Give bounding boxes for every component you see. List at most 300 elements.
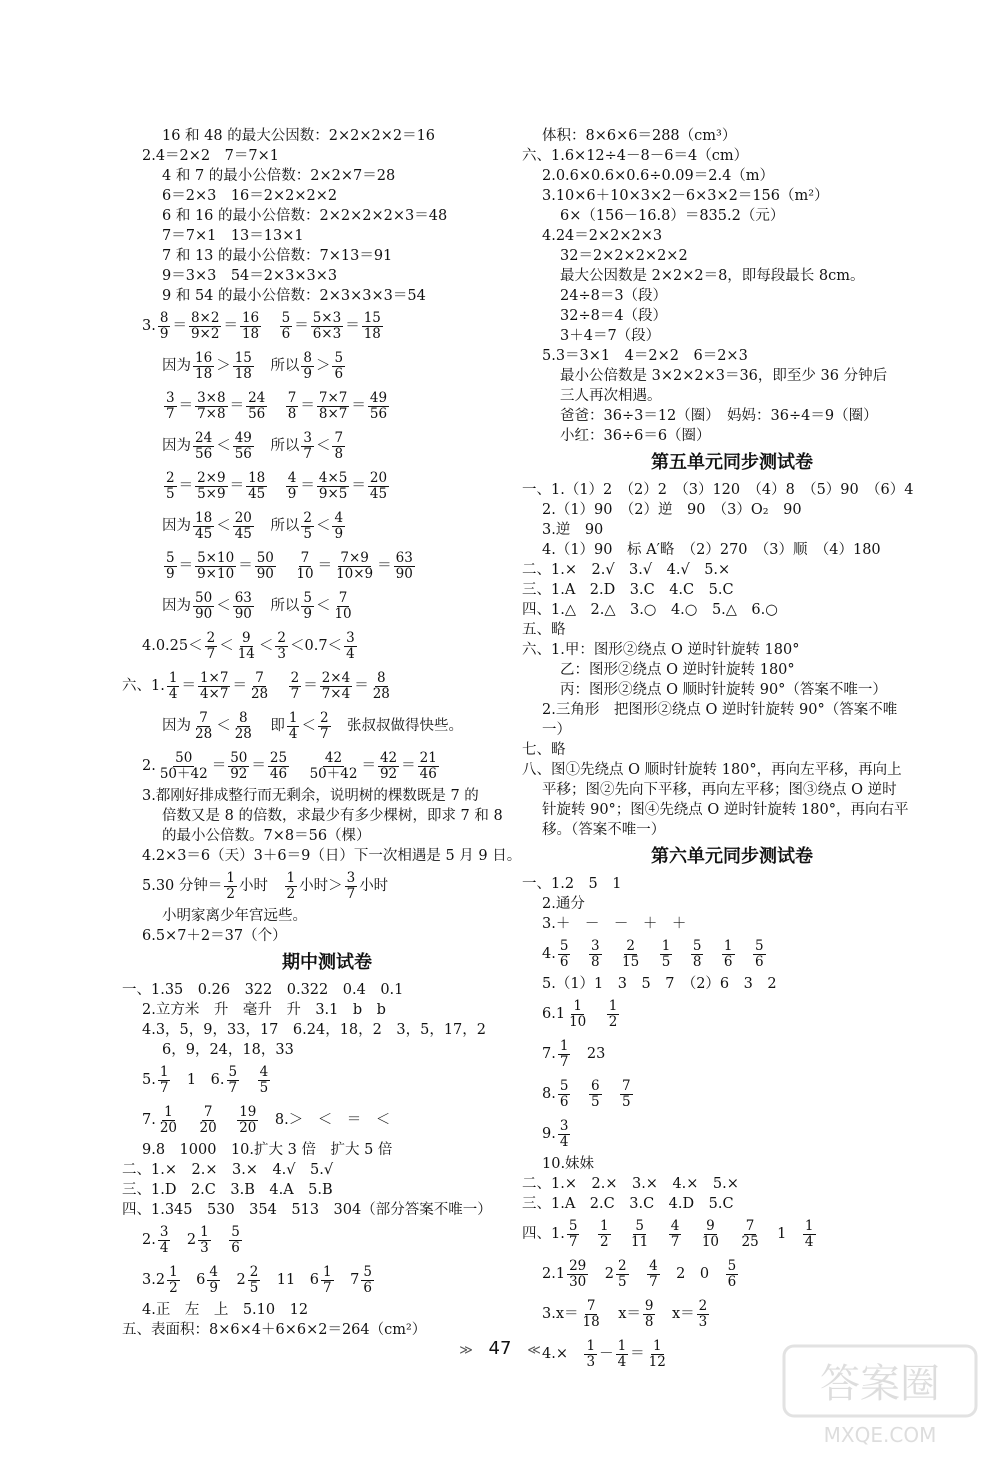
- answer-line: 三人再次相遇。: [560, 388, 662, 404]
- text-fragment: 张叔叔做得快些。: [332, 718, 464, 734]
- answer-line: 七、略: [522, 742, 566, 758]
- fraction: [193, 351, 214, 382]
- answer-line: [142, 466, 512, 506]
- answer-line: 最小公倍数是 3×2×2×3＝36，即至少 36 分钟后: [560, 368, 888, 384]
- fraction-denominator: 15: [622, 953, 640, 970]
- text-fragment: [683, 1226, 698, 1242]
- fraction: [228, 751, 249, 782]
- text-fragment: ＝: [172, 318, 187, 334]
- fraction: [589, 1079, 602, 1110]
- text-fragment: [272, 678, 287, 694]
- text-fragment: 所以: [255, 518, 300, 534]
- fraction: [697, 1299, 710, 1330]
- answer-line: 四、1.345 530 354 513 304（部分答案不唯一）: [122, 1202, 492, 1218]
- fraction-denominator: 45: [248, 485, 266, 502]
- fraction-denominator: 46: [419, 765, 437, 782]
- fraction: [620, 939, 641, 970]
- text-fragment: ＝: [351, 398, 366, 414]
- text-fragment: [613, 1226, 628, 1242]
- fraction-denominator: 9×2: [190, 325, 220, 342]
- answer-line: 24÷8＝3（段）: [560, 288, 668, 304]
- text-fragment: ＝: [229, 478, 245, 494]
- answer-line: 最大公因数是 2×2×2＝8，即每段最长 8cm。: [560, 268, 865, 284]
- fraction-denominator: 30: [569, 1273, 587, 1290]
- fraction: [317, 391, 350, 422]
- fraction-numerator: 1: [288, 709, 298, 726]
- footer-arrow-left: ≫: [459, 1343, 473, 1358]
- fraction-numerator: 1: [652, 1337, 662, 1354]
- text-fragment: ＝: [178, 398, 194, 414]
- fraction: [258, 1065, 271, 1096]
- fraction-denominator: 14: [237, 645, 255, 662]
- fraction: [158, 1065, 171, 1096]
- fraction-denominator: 8: [644, 1313, 654, 1330]
- text-fragment: 2.1: [542, 1266, 566, 1282]
- fraction: [268, 751, 289, 782]
- fraction: [558, 1079, 571, 1110]
- fraction: [301, 511, 314, 542]
- answer-line: 3.10×6＋10×3×2－6×3×2＝156（m²）: [542, 188, 829, 204]
- fraction-denominator: 9: [159, 325, 169, 342]
- fraction-numerator: 2: [626, 937, 635, 954]
- answer-line: 9＝3×3 54＝2×3×3×3: [162, 268, 338, 284]
- text-fragment: 2: [590, 1266, 614, 1282]
- text-fragment: 23: [572, 1046, 606, 1062]
- answer-line: 针旋转 90°；图④先绕点 O 逆时针旋转 180°，再向右平: [542, 802, 909, 818]
- fraction-numerator: 7: [287, 389, 297, 406]
- fraction-denominator: 7: [568, 1233, 578, 1250]
- fraction-denominator: 7: [649, 1273, 658, 1290]
- fraction-denominator: 2: [226, 885, 235, 902]
- fraction: [581, 1299, 602, 1330]
- fraction: [195, 391, 228, 422]
- fraction: [255, 551, 276, 582]
- section-heading: 第六单元同步测试卷: [651, 846, 813, 867]
- fraction-numerator: 1: [608, 997, 618, 1014]
- fraction: [167, 1265, 180, 1296]
- fraction-numerator: 2: [698, 1297, 708, 1314]
- answer-line: 6 和 16 的最小公倍数：2×2×2×2×3＝48: [162, 208, 448, 224]
- fraction: [567, 999, 588, 1030]
- answer-line: [142, 866, 512, 906]
- answer-line: 2.4＝2×2 7＝7×1: [142, 148, 279, 164]
- fraction-numerator: 20: [234, 509, 252, 526]
- text-fragment: 4.: [542, 946, 556, 962]
- fraction-numerator: 16: [195, 349, 213, 366]
- fraction-denominator: 7: [159, 1079, 169, 1096]
- fraction-denominator: 5: [617, 1273, 627, 1290]
- fraction-denominator: 2: [286, 885, 296, 902]
- fraction-denominator: 9: [287, 485, 297, 502]
- fraction-denominator: 6: [723, 953, 733, 970]
- text-fragment: ＝: [238, 558, 253, 574]
- fraction-denominator: 56: [248, 405, 266, 422]
- fraction-denominator: 25: [741, 1233, 759, 1250]
- fraction-numerator: 3: [303, 429, 312, 446]
- fraction-numerator: 5: [363, 1263, 372, 1280]
- text-fragment: ＜: [258, 638, 274, 654]
- fraction-numerator: 3: [590, 937, 600, 954]
- fraction: [691, 939, 704, 970]
- fraction-denominator: 90: [256, 565, 274, 582]
- fraction-numerator: 29: [569, 1257, 587, 1274]
- fraction-denominator: 28: [250, 685, 269, 702]
- fraction: [311, 311, 344, 342]
- fraction: [233, 591, 254, 622]
- text-fragment: [643, 946, 658, 962]
- text-fragment: 因为: [162, 358, 191, 374]
- page-number: 47: [488, 1338, 512, 1359]
- answer-line: 5.（1）1 3 5 7 （2）6 3 2: [542, 976, 777, 992]
- fraction-denominator: 6: [559, 1093, 569, 1110]
- fraction: [371, 671, 392, 702]
- fraction: [722, 939, 735, 970]
- fraction: [558, 1119, 571, 1150]
- fraction-denominator: 3: [586, 1353, 596, 1370]
- fraction-denominator: 9: [334, 525, 344, 542]
- fraction-numerator: 5: [755, 937, 764, 954]
- fraction-numerator: 7: [300, 549, 310, 566]
- fraction-denominator: 5: [249, 1279, 259, 1296]
- text-fragment: ＜: [315, 518, 331, 534]
- fraction-numerator: 1: [323, 1263, 332, 1280]
- fraction-denominator: 5×9: [197, 485, 226, 502]
- text-fragment: 8.＞ ＜ ＝ ＜: [260, 1112, 391, 1128]
- text-fragment: [705, 946, 720, 962]
- fraction-numerator: 6: [590, 1077, 600, 1094]
- svg-text:答案圈: 答案圈: [820, 1361, 940, 1407]
- text-fragment: 即: [255, 718, 285, 734]
- fraction-denominator: 90: [395, 565, 413, 582]
- text-fragment: ＝: [211, 758, 227, 774]
- fraction-numerator: 2: [290, 669, 300, 686]
- text-fragment: ＜0.7＜: [290, 638, 343, 654]
- answer-line: 2.三角形 把图形②绕点 O 逆时针旋转 90°（答案不唯: [542, 702, 898, 718]
- text-fragment: [278, 558, 293, 574]
- answer-line: [522, 994, 942, 1034]
- text-fragment: [631, 1266, 646, 1282]
- text-fragment: 因为: [162, 718, 191, 734]
- fraction-numerator: 9: [242, 629, 251, 646]
- fraction-numerator: 1: [723, 937, 733, 954]
- answer-line: 三、1.A 2.C 3.C 4.D 5.C: [522, 1196, 734, 1212]
- fraction-numerator: 1: [573, 997, 582, 1014]
- fraction-numerator: 8: [377, 669, 386, 686]
- fraction-denominator: 28: [372, 685, 390, 702]
- answer-line: 3.都刚好排成整行而无剩余，说明树的棵数既是 7 的: [142, 788, 479, 804]
- fraction-numerator: 5: [635, 1217, 644, 1234]
- fraction-numerator: 50: [195, 589, 213, 606]
- fraction: [607, 999, 620, 1030]
- fraction-numerator: 4×5: [318, 469, 348, 486]
- fraction-numerator: 2: [206, 629, 216, 646]
- watermark-logo: [780, 1342, 980, 1452]
- fraction-numerator: 4: [287, 469, 297, 486]
- fraction-denominator: 10: [569, 1013, 587, 1030]
- answer-line: [142, 626, 512, 666]
- answer-line: [142, 1260, 512, 1300]
- fraction-denominator: 5: [259, 1079, 269, 1096]
- fraction: [660, 939, 673, 970]
- fraction-denominator: 45: [234, 525, 252, 542]
- fraction-numerator: 7: [203, 1103, 213, 1120]
- fraction-denominator: 7: [206, 645, 216, 662]
- answer-line: 32÷8＝4（段）: [560, 308, 668, 324]
- fraction: [280, 311, 293, 342]
- fraction: [740, 1219, 761, 1250]
- answer-line: [142, 506, 512, 546]
- fraction-denominator: 56: [369, 405, 388, 422]
- fraction: [669, 1219, 682, 1250]
- fraction-denominator: 9: [303, 605, 312, 622]
- fraction-numerator: 63: [395, 549, 413, 566]
- answer-line: [522, 934, 942, 974]
- fraction-numerator: 50: [175, 749, 193, 766]
- answer-line: 4.2×3＝6（天）3＋6＝9（日）下一次相遇是 5 月 9 日。: [142, 848, 522, 864]
- fraction: [233, 711, 254, 742]
- text-fragment: 所以: [255, 438, 300, 454]
- fraction: [332, 511, 345, 542]
- fraction-numerator: 9: [706, 1217, 715, 1234]
- item-label: 四、1.: [522, 1226, 565, 1242]
- fraction: [164, 471, 177, 502]
- fraction: [332, 351, 345, 382]
- fraction-numerator: 1: [661, 937, 671, 954]
- text-fragment: ＜: [216, 598, 231, 614]
- fraction-denominator: 45: [369, 485, 388, 502]
- fraction: [616, 1259, 629, 1290]
- text-fragment: ＜: [219, 638, 234, 654]
- text-fragment: ＝: [300, 478, 315, 494]
- fraction-denominator: 4: [346, 645, 355, 662]
- fraction: [286, 471, 299, 502]
- fraction-denominator: 10: [701, 1233, 719, 1250]
- fraction: [195, 471, 228, 502]
- fraction: [394, 551, 415, 582]
- fraction-numerator: 7×7: [318, 389, 348, 406]
- answer-line: [142, 586, 512, 626]
- answer-line: [142, 306, 512, 346]
- text-fragment: [604, 1086, 619, 1102]
- fraction-numerator: 5: [559, 937, 569, 954]
- fraction-denominator: 4×7: [199, 685, 229, 702]
- fraction-denominator: 7: [670, 1233, 680, 1250]
- fraction-numerator: 4: [209, 1263, 218, 1280]
- text-fragment: 7: [335, 1272, 360, 1288]
- svg-text:MXQE.COM: MXQE.COM: [823, 1423, 937, 1447]
- answer-line: [142, 426, 512, 466]
- fraction-numerator: 5×10: [197, 549, 235, 566]
- fraction-denominator: 8: [692, 953, 702, 970]
- fraction-denominator: 8: [334, 445, 344, 462]
- answer-line: 2.通分: [542, 896, 585, 912]
- answer-line: 小红：36÷6＝6（圈）: [560, 428, 711, 444]
- fraction-denominator: 9×10: [197, 565, 235, 582]
- answer-line: 体积：8×6×6＝288（cm³）: [542, 128, 737, 144]
- answer-line: [142, 1220, 512, 1260]
- fraction-denominator: 8: [590, 953, 600, 970]
- fraction-numerator: 50: [230, 749, 248, 766]
- fraction-numerator: 42: [379, 749, 398, 766]
- fraction: [285, 871, 298, 902]
- fraction-numerator: 5: [568, 1217, 578, 1234]
- fraction-denominator: 10: [296, 565, 314, 582]
- fraction-numerator: 49: [369, 389, 388, 406]
- text-fragment: [674, 946, 689, 962]
- fraction-numerator: 2: [277, 629, 286, 646]
- fraction-numerator: 3: [559, 1117, 569, 1134]
- answer-line: 一、1.35 0.26 322 0.322 0.4 0.1: [122, 982, 404, 998]
- text-fragment: ＝: [178, 558, 194, 574]
- text-fragment: [263, 318, 278, 334]
- fraction-numerator: 5: [334, 349, 344, 366]
- answer-line: 2.0.6×0.6×0.6÷0.09＝2.4（m）: [542, 168, 775, 184]
- text-fragment: ＜: [216, 438, 231, 454]
- fraction-numerator: 2×4: [321, 669, 351, 686]
- answer-line: 9.8 1000 10.扩大 3 倍 扩大 5 倍: [142, 1142, 393, 1158]
- fraction-numerator: 7: [622, 1077, 631, 1094]
- fraction: [207, 1265, 220, 1296]
- section-heading: 第五单元同步测试卷: [651, 452, 813, 473]
- text-fragment: 2 0: [661, 1266, 724, 1282]
- text-fragment: 2.: [142, 1232, 156, 1248]
- fraction-denominator: 5: [661, 953, 671, 970]
- answer-line: [522, 1294, 942, 1334]
- answer-line: 32＝2×2×2×2×2: [560, 248, 688, 264]
- text-fragment: ＝: [294, 318, 309, 334]
- answer-line: 乙：图形②绕点 O 逆时针旋转 180°: [560, 662, 795, 678]
- fraction-numerator: 50: [256, 549, 274, 566]
- text-fragment: 9.: [542, 1126, 556, 1142]
- fraction-numerator: 3×8: [197, 389, 226, 406]
- fraction-numerator: 2: [319, 709, 329, 726]
- fraction-numerator: 1: [169, 1263, 178, 1280]
- fraction-denominator: 90: [234, 605, 252, 622]
- fraction: [317, 471, 350, 502]
- fraction-numerator: 3: [166, 389, 175, 406]
- fraction-denominator: 7: [559, 1053, 569, 1070]
- fraction: [248, 1265, 261, 1296]
- fraction-numerator: 3: [346, 629, 355, 646]
- fraction-denominator: 7: [346, 885, 356, 902]
- fraction: [318, 711, 331, 742]
- fraction-numerator: 24: [195, 429, 213, 446]
- fraction: [198, 1105, 219, 1136]
- fraction: [275, 631, 288, 662]
- text-fragment: ＝: [354, 678, 369, 694]
- answer-line: 7＝7×1 13＝13×1: [162, 228, 304, 244]
- fraction: [164, 391, 177, 422]
- text-fragment: 小时＞: [299, 878, 343, 894]
- fraction-denominator: 12: [648, 1353, 666, 1370]
- text-fragment: [581, 1226, 596, 1242]
- fraction-numerator: 19: [239, 1103, 257, 1120]
- fraction: [205, 631, 218, 662]
- fraction-denominator: 9×5: [318, 485, 348, 502]
- answer-line: [522, 1254, 942, 1294]
- text-fragment: 6.1: [542, 1006, 566, 1022]
- answer-line: 7 和 13 的最小公倍数：7×13＝91: [162, 248, 393, 264]
- fraction-numerator: 3: [159, 1223, 169, 1240]
- fraction-denominator: 3: [277, 645, 286, 662]
- fraction: [158, 311, 171, 342]
- fraction-numerator: 1: [804, 1217, 814, 1234]
- answer-line: 4.正 左 上 5.10 12: [142, 1302, 309, 1318]
- fraction-numerator: 5: [559, 1077, 569, 1094]
- fraction: [236, 631, 257, 662]
- fraction-denominator: 50＋42: [309, 765, 358, 782]
- text-fragment: 7.: [542, 1046, 556, 1062]
- text-fragment: [604, 946, 619, 962]
- fraction: [332, 591, 353, 622]
- fraction-denominator: 46: [269, 765, 288, 782]
- fraction-numerator: 4: [259, 1063, 269, 1080]
- text-fragment: [213, 1232, 228, 1248]
- fraction: [753, 939, 766, 970]
- fraction: [289, 671, 302, 702]
- fraction: [361, 1265, 374, 1296]
- answer-line: 移。（答案不唯一）: [542, 822, 666, 838]
- fraction-denominator: 45: [195, 525, 213, 542]
- fraction-denominator: 10×9: [336, 565, 374, 582]
- fraction: [589, 939, 602, 970]
- fraction-numerator: 1: [159, 1063, 169, 1080]
- fraction-numerator: 7: [586, 1297, 596, 1314]
- fraction: [301, 351, 314, 382]
- fraction: [158, 1105, 179, 1136]
- fraction: [287, 711, 300, 742]
- fraction-denominator: 8: [287, 405, 297, 422]
- fraction-numerator: 1: [559, 1037, 569, 1054]
- fraction-numerator: 15: [234, 349, 252, 366]
- answer-line: 10.妹妹: [542, 1156, 595, 1172]
- fraction-numerator: 3: [346, 869, 356, 886]
- fraction: [249, 671, 270, 702]
- fraction: [629, 1219, 650, 1250]
- answer-line: 9 和 54 的最小公倍数：2×3×3×3＝54: [162, 288, 426, 304]
- text-fragment: x＝: [657, 1306, 695, 1322]
- fraction-denominator: 9: [166, 565, 175, 582]
- answer-line: [122, 666, 512, 706]
- fraction-numerator: 63: [234, 589, 252, 606]
- fraction-denominator: 9: [209, 1279, 218, 1296]
- fraction-denominator: 4: [559, 1133, 569, 1150]
- answer-line: 二、1.× 2.√ 3.√ 4.√ 5.×: [522, 562, 731, 578]
- fraction-numerator: 8×2: [190, 309, 220, 326]
- fraction: [240, 311, 261, 342]
- fraction: [344, 631, 357, 662]
- fraction-numerator: 1: [286, 869, 296, 886]
- fraction-denominator: 6: [727, 1273, 737, 1290]
- text-fragment: ＝: [229, 398, 245, 414]
- fraction: [233, 511, 254, 542]
- fraction: [700, 1219, 721, 1250]
- fraction-numerator: 8: [159, 309, 169, 326]
- fraction-denominator: 8×7: [318, 405, 348, 422]
- fraction-denominator: 3: [698, 1313, 708, 1330]
- footer-arrow-right: ≪: [527, 1343, 541, 1358]
- fraction-denominator: 4: [288, 725, 298, 742]
- text-fragment: ＝: [232, 678, 247, 694]
- fraction: [567, 1259, 588, 1290]
- fraction: [193, 711, 214, 742]
- fraction: [246, 391, 267, 422]
- answer-line: 6＝2×3 16＝2×2×2×2: [162, 188, 338, 204]
- fraction-numerator: 5: [727, 1257, 737, 1274]
- fraction-numerator: 7: [199, 709, 208, 726]
- text-fragment: [291, 758, 306, 774]
- fraction-numerator: 1: [168, 669, 178, 686]
